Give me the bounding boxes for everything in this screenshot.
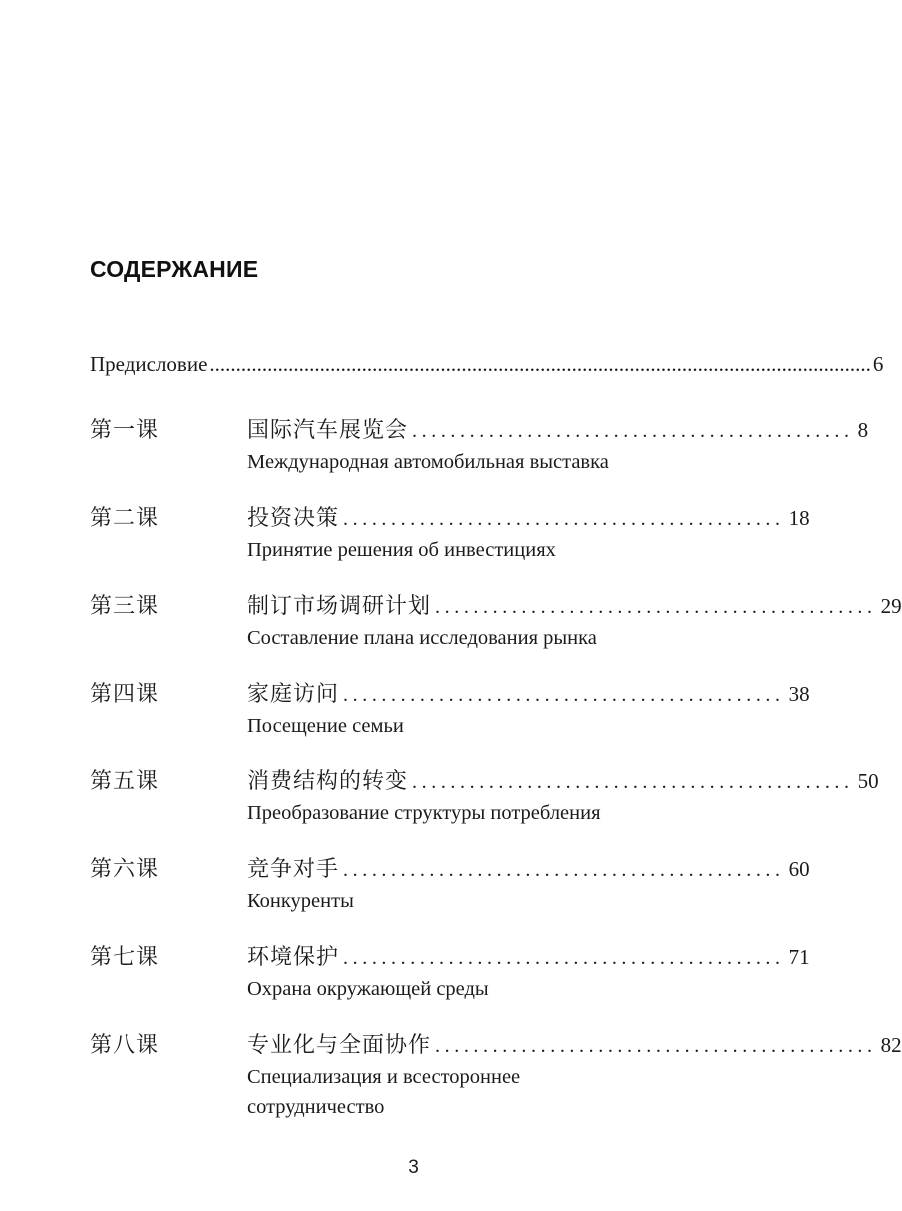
dot-leader: .............................................. — [412, 420, 854, 442]
lesson-number: 第一课 — [90, 417, 160, 442]
preface-title: Предисловие — [90, 352, 208, 376]
lesson-title-russian: Посещение семьи — [247, 715, 404, 737]
dot-leader: .............................................. — [343, 859, 785, 881]
lesson-number: 第三课 — [90, 593, 160, 618]
lesson-number: 第五课 — [90, 768, 160, 793]
dot-leader: .............................................. — [412, 771, 854, 793]
lesson-title-russian: Охрана окружающей среды — [247, 978, 489, 1000]
lesson-title-chinese: 家庭访问 — [247, 682, 340, 707]
lesson-title-russian: Составление плана исследования рынка — [247, 627, 597, 649]
lesson-title-russian: Международная автомобильная выставка — [247, 451, 609, 473]
lesson-number: 第六课 — [90, 856, 160, 881]
lesson-number: 第二课 — [90, 505, 160, 530]
lesson-title-chinese: 投资决策 — [247, 506, 340, 531]
lesson-number: 第四课 — [90, 681, 160, 706]
lesson-title-russian: Принятие решения об инвестициях — [247, 539, 556, 561]
dot-leader: .............................................................................................................................. — [209, 352, 871, 376]
lesson-page-number: 71 — [788, 945, 810, 969]
lesson-title-chinese: 制订市场调研计划 — [247, 594, 432, 619]
dot-leader: .............................................. — [435, 1035, 877, 1057]
lesson-page-number: 82 — [880, 1033, 902, 1057]
toc-heading: СОДЕРЖАНИЕ — [90, 256, 259, 282]
lesson-title-russian: Специализация и всестороннее сотрудничество — [247, 1066, 521, 1118]
lesson-page-number: 29 — [880, 594, 902, 618]
lesson-page-number: 38 — [788, 682, 810, 706]
lesson-title-chinese: 专业化与全面协作 — [247, 1033, 432, 1058]
lesson-page-number: 8 — [857, 418, 869, 442]
lesson-number: 第八课 — [90, 1032, 160, 1057]
lesson-title-russian: Конкуренты — [247, 890, 354, 912]
lesson-title-russian: Преобразование структуры потребления — [247, 802, 601, 824]
lesson-number: 第七课 — [90, 944, 160, 969]
page-folio: 3 — [408, 1157, 419, 1178]
toc-entry-preface[interactable] — [90, 350, 884, 378]
lesson-page-number: 50 — [857, 769, 879, 793]
dot-leader: .............................................. — [343, 947, 785, 969]
lesson-title-chinese: 消费结构的转变 — [247, 769, 409, 794]
lesson-title-chinese: 竞争对手 — [247, 857, 340, 882]
lesson-page-number: 60 — [788, 857, 810, 881]
dot-leader: .............................................. — [343, 508, 785, 530]
lesson-title-chinese: 环境保护 — [247, 945, 340, 970]
lesson-title-chinese: 国际汽车展览会 — [247, 418, 409, 443]
preface-page-number: 6 — [872, 352, 884, 376]
lesson-page-number: 18 — [788, 506, 810, 530]
dot-leader: .............................................. — [435, 596, 877, 618]
dot-leader: .............................................. — [343, 684, 785, 706]
